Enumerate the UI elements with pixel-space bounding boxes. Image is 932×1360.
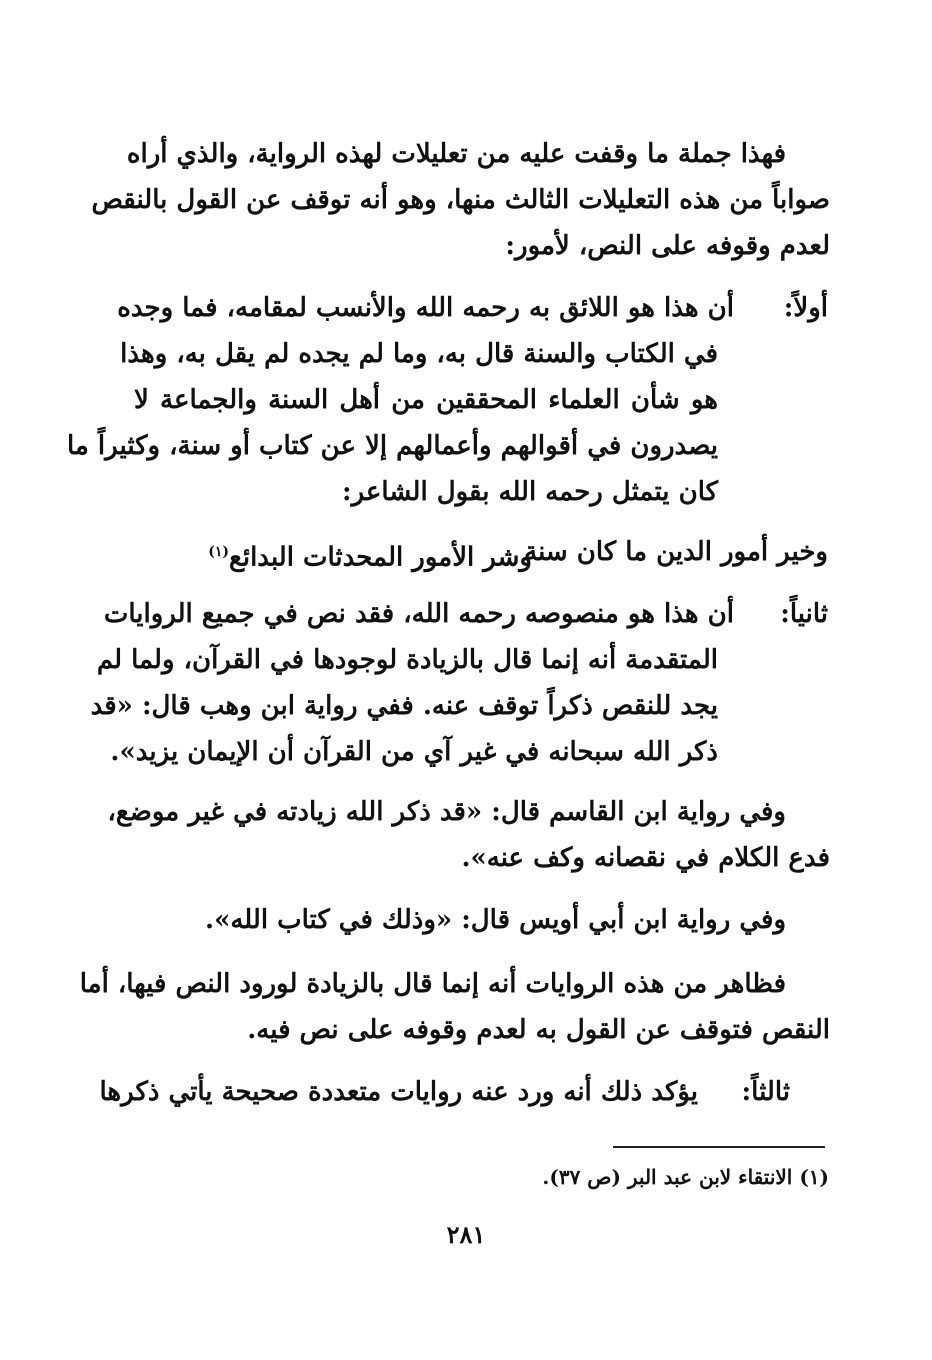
point-line: أن هذا هو اللائق به رحمه الله والأنسب لمقامه، فما وجده	[117, 293, 734, 323]
footnote-separator	[613, 1146, 825, 1148]
paragraph-line: فهذا جملة ما وقفت عليه من تعليلات لهذه الرواية، والذي أراه	[126, 139, 786, 169]
paragraph-line: وفي رواية ابن القاسم قال: «قد ذكر الله زيادته في غير موضع،	[107, 797, 786, 827]
point-line: ذكر الله سبحانه في غير آي من القرآن أن الإيمان يزيد».	[110, 737, 718, 767]
paragraph-line: فدع الكلام في نقصانه وكف عنه».	[461, 843, 830, 873]
footnote: (١) الانتقاء لابن عبد البر (ص ٣٧).	[542, 1165, 829, 1189]
paragraph-line: النقص فتوقف عن القول به لعدم وقوفه على نص فيه.	[247, 1015, 830, 1045]
point-line: يجد للنقص ذكراً توقف عنه. ففي رواية ابن وهب قال: «قد	[90, 691, 718, 721]
paragraph-line: وفي رواية ابن أبي أويس قال: «وذلك في كتاب الله».	[205, 905, 786, 935]
point-label: ثانياً:	[780, 599, 828, 629]
point-line: أن هذا هو منصوصه رحمه الله، فقد نص في جميع الروايات	[103, 599, 734, 629]
paragraph-line: لعدم وقوفه على النص، لأمور:	[505, 231, 830, 261]
verse-right: وخير أمور الدين ما كان سنة	[524, 537, 828, 567]
paragraph-line: صواباً من هذه التعليلات الثالث منها، وهو أنه توقف عن القول بالنقص	[91, 185, 830, 215]
point-line: في الكتاب والسنة قال به، وما لم يجده لم يقل به، وهذا	[120, 339, 718, 369]
point-line: يصدرون في أقوالهم وأعمالهم إلا عن كتاب أو سنة، وكثيراً ما	[67, 431, 718, 461]
footnote-marker: (١)	[208, 544, 229, 560]
point-line: هو شأن العلماء المحققين من أهل السنة والجماعة لا	[134, 385, 718, 415]
point-label: أولاً:	[783, 293, 828, 323]
point-line: يؤكد ذلك أنه ورد عنه روايات متعددة صحيحة يأتي ذكرها	[99, 1077, 698, 1107]
verse-left: وشر الأمور المحدثات البدائع	[229, 542, 532, 573]
point-line: كان يتمثل رحمه الله بقول الشاعر:	[341, 477, 718, 507]
verse-left-wrap	[208, 534, 532, 576]
paragraph-line: فظاهر من هذه الروايات أنه إنما قال بالزيادة لورود النص فيها، أما	[79, 969, 786, 999]
page-number: ٢٨١	[446, 1220, 486, 1249]
point-line: المتقدمة أنه إنما قال بالزيادة لوجودها في القرآن، ولما لم	[96, 645, 718, 675]
point-label: ثالثاً:	[741, 1077, 790, 1107]
